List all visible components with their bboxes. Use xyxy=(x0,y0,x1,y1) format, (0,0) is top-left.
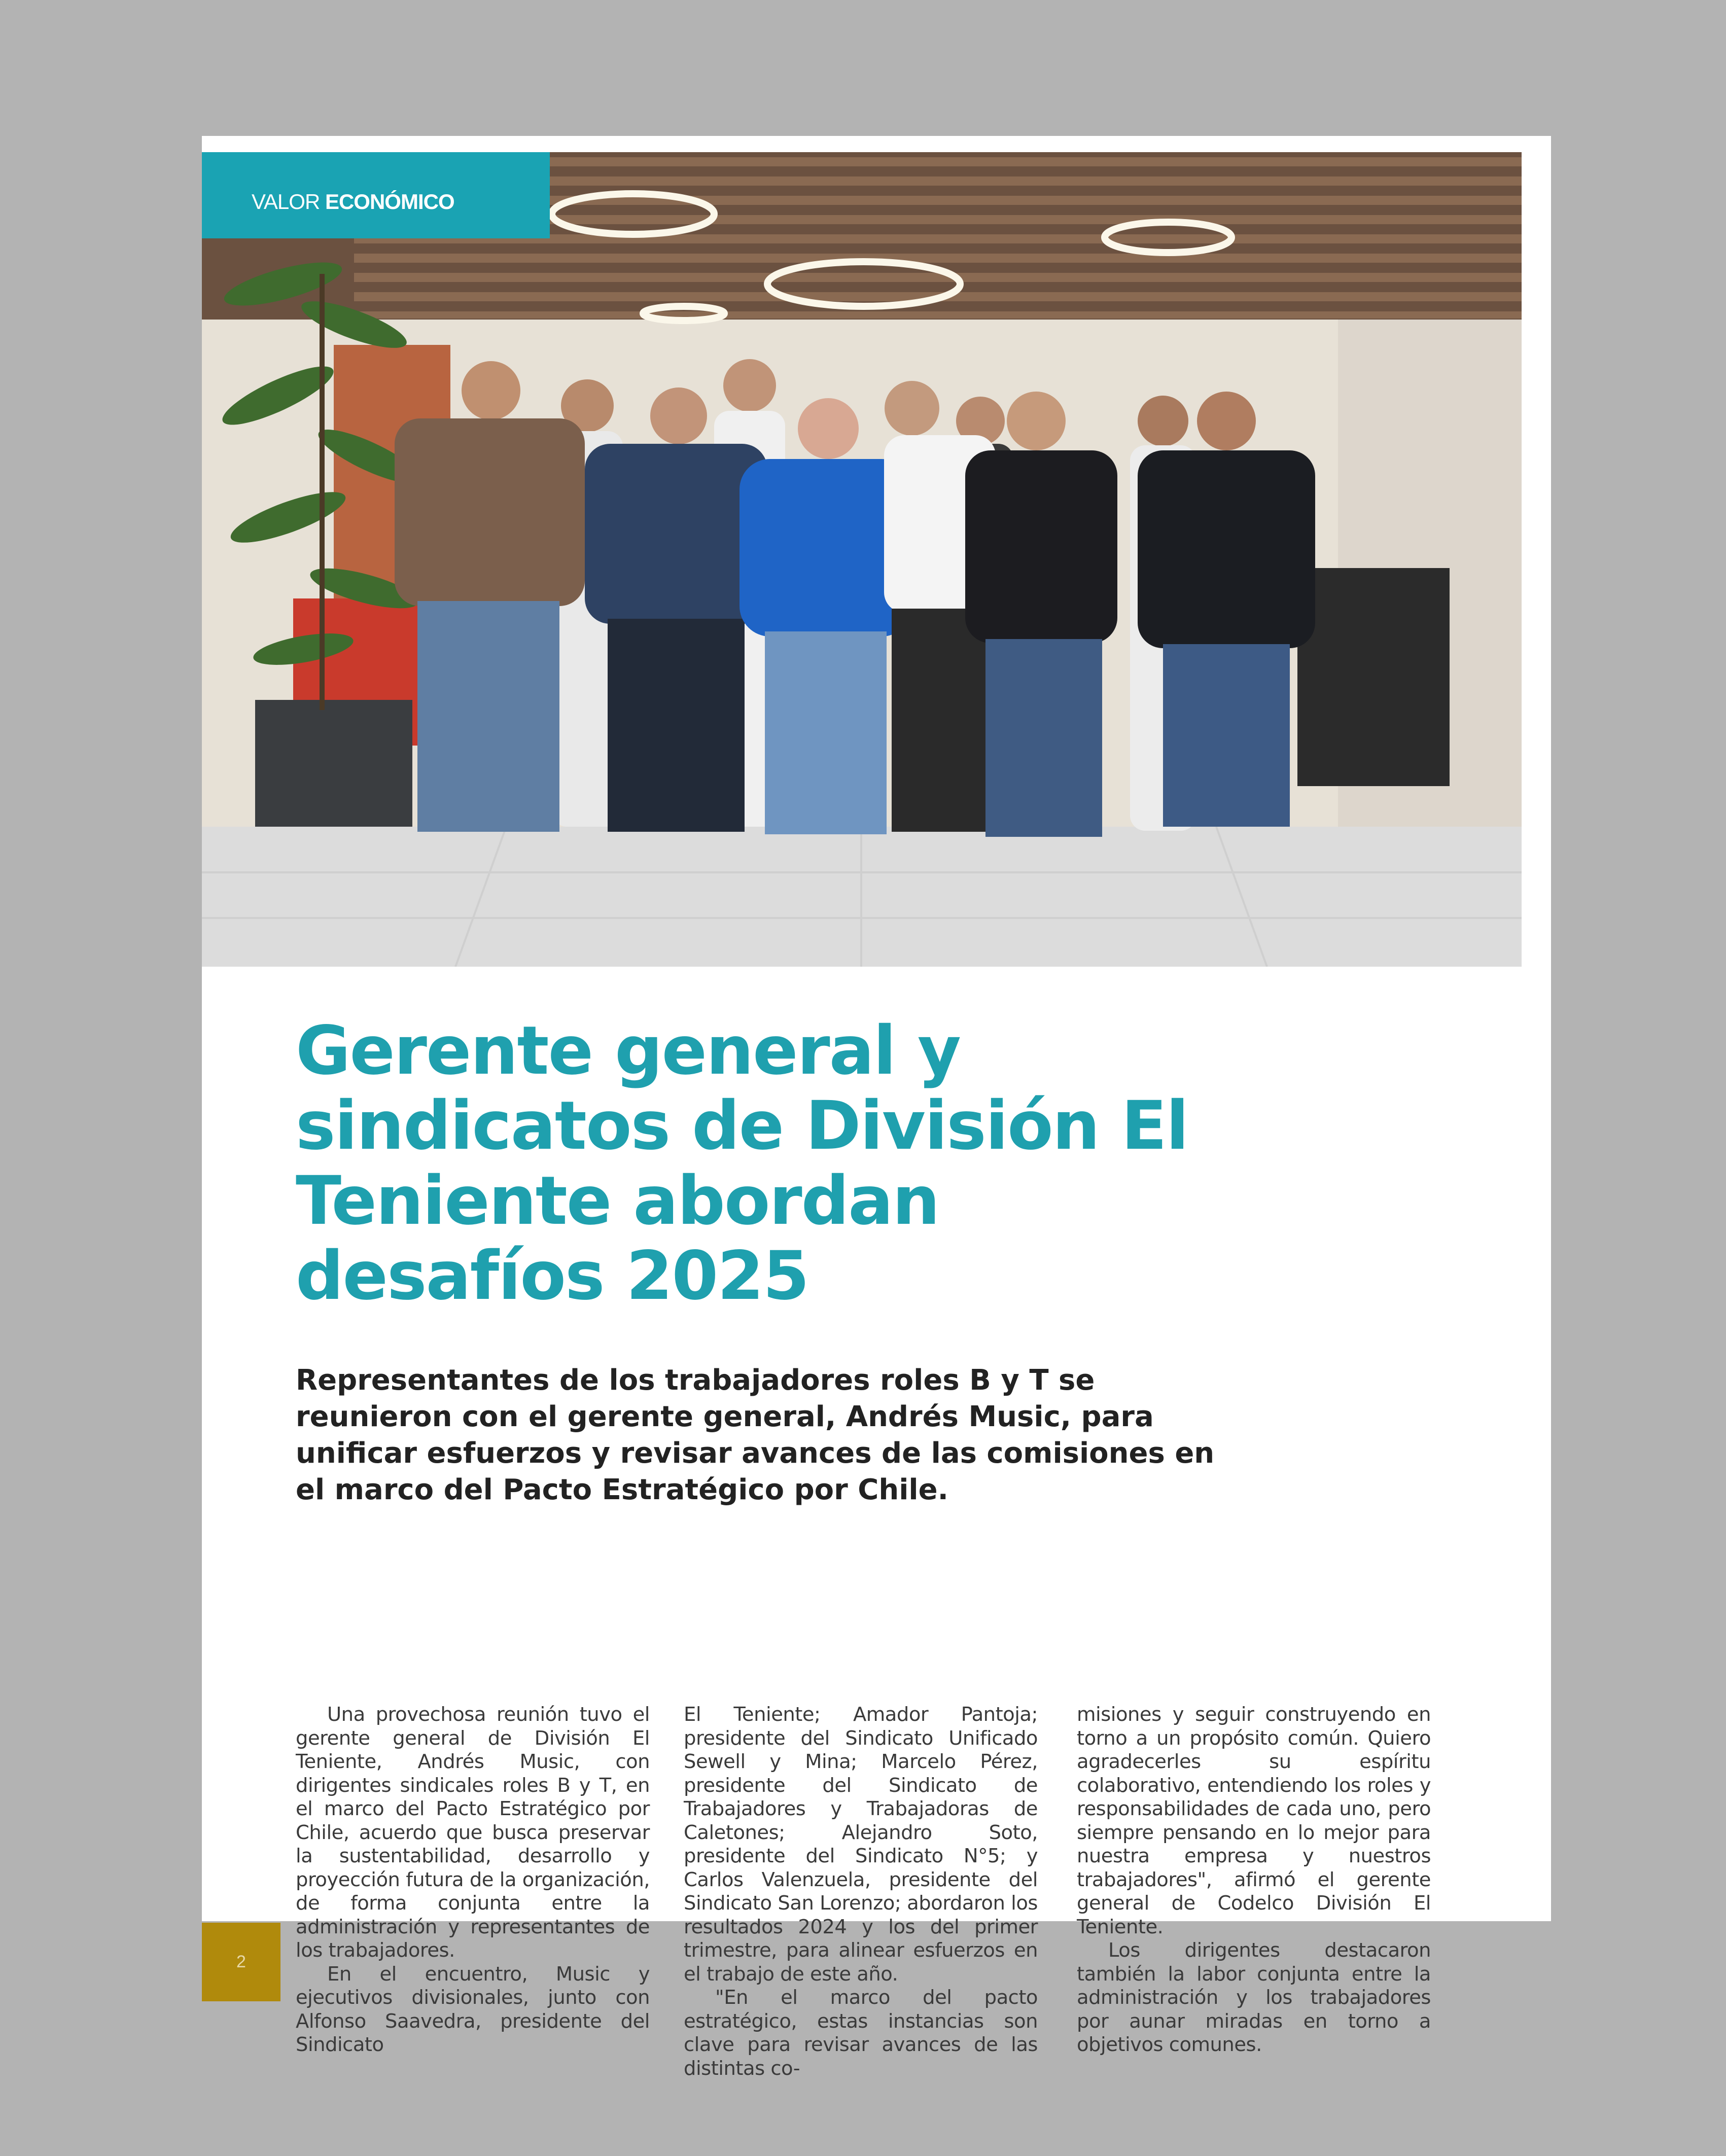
body-paragraph: En el encuentro, Music y ejecutivos divisionales, junto con Alfonso Saavedra, presidente del Sindicato xyxy=(296,1962,650,2056)
body-paragraph: El Teniente; Amador Pantoja; presidente del Sindicato Unificado Sewell y Mina; Marcelo Pérez, presidente del Sindicato de Trabajadores y Trabajadoras de Caletones; Alejandro Soto, presidente del Sindicato N°5; y Carlos Valenzuela, presidente del Sindicato San Lorenzo; abordaron los resultados 2024 y los del primer trimestre, para alinear esfuerzos en el trabajo de este año. xyxy=(684,1703,1038,1986)
article-headline: Gerente general y sindicatos de División El Teniente abordan desafíos 2025 xyxy=(296,1012,1188,1315)
group-photo xyxy=(202,152,1522,967)
section-tag-bold: ECONÓMICO xyxy=(325,190,454,214)
body-column-1 xyxy=(296,1703,650,2057)
body-column-3 xyxy=(1077,1703,1431,2057)
page-number-badge xyxy=(202,1923,280,2001)
body-column-2 xyxy=(684,1703,1038,2080)
article-deck: Representantes de los trabajadores roles B y T se reunieron con el gerente general, Andrés Music, para unificar esfuerzos y revisar avances de las comisiones en el marco del Pacto Estratégico por Chile. xyxy=(296,1364,1215,1506)
page-number: 2 xyxy=(236,1952,246,1971)
magazine-page xyxy=(202,136,1551,2080)
section-tag-light: VALOR xyxy=(252,190,325,214)
section-tag xyxy=(202,152,550,238)
body-paragraph: misiones y seguir construyendo en torno a un propósito común. Quiero agradecerles su espíritu colaborativo, entendiendo los roles y responsabilidades de cada uno, pero siempre pensando en lo mejor para nuestra empresa y nuestros trabajadores", afirmó el gerente general de Codelco División El Teniente. xyxy=(1077,1703,1431,1938)
body-paragraph: Una provechosa reunión tuvo el gerente general de División El Teniente, Andrés Music, con dirigentes sindicales roles B y T, en el marco del Pacto Estratégico por Chile, acuerdo que busca preservar la sustentabilidad, desarrollo y proyección futura de la organización, de forma conjunta entre la administración y representantes de los trabajadores. xyxy=(296,1703,650,1962)
body-paragraph: "En el marco del pacto estratégico, estas instancias son clave para revisar avances de las distintas co- xyxy=(684,1986,1038,2080)
body-paragraph: Los dirigentes destacaron también la labor conjunta entre la administración y los trabajadores por aunar miradas en torno a objetivos comunes. xyxy=(1077,1939,1431,2056)
